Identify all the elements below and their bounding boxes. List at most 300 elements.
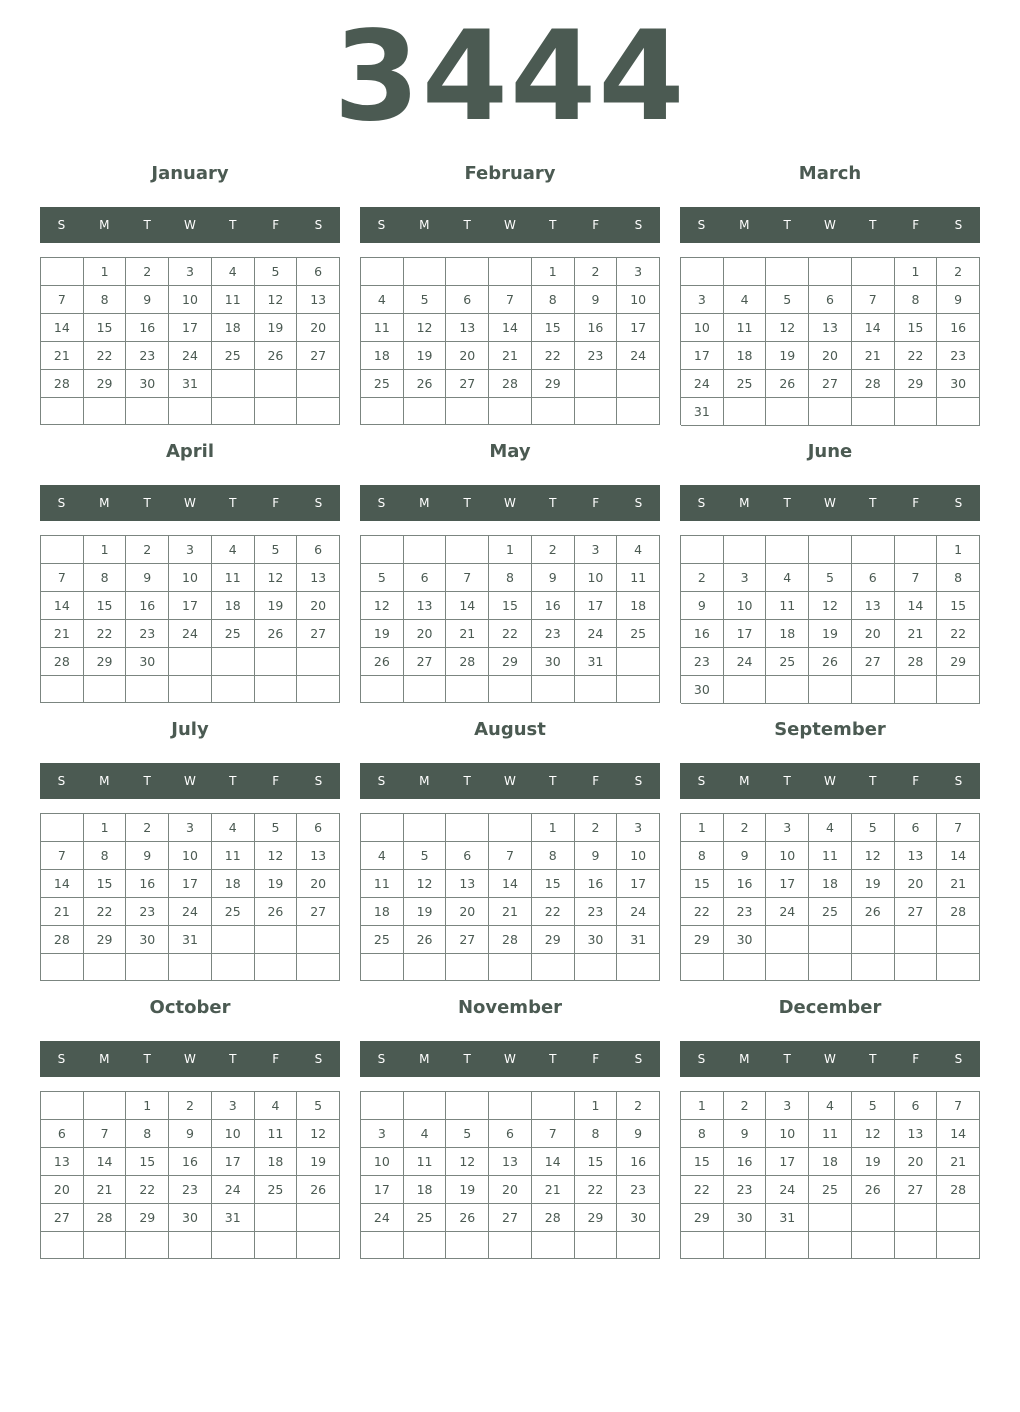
day-cell: 19 xyxy=(404,898,447,926)
day-cell: 17 xyxy=(617,314,660,342)
day-cell: 27 xyxy=(404,648,447,676)
empty-day-cell xyxy=(84,1092,127,1120)
day-cell: 27 xyxy=(41,1204,84,1232)
weekday-label: T xyxy=(463,774,471,788)
day-cell: 23 xyxy=(126,342,169,370)
month-name: October xyxy=(149,997,231,1018)
empty-day-cell xyxy=(212,1232,255,1259)
weekday-label: T xyxy=(869,774,877,788)
weekday-label: T xyxy=(143,774,151,788)
day-cell: 24 xyxy=(617,898,660,926)
day-cell: 6 xyxy=(404,564,447,592)
day-cell: 19 xyxy=(809,620,852,648)
day-grid xyxy=(680,257,980,425)
weekday-label: S xyxy=(57,1052,66,1066)
day-cell: 22 xyxy=(575,1176,618,1204)
weekday-label: F xyxy=(912,496,920,510)
day-cell: 3 xyxy=(617,258,660,286)
day-cell: 21 xyxy=(41,898,84,926)
weekday-label: T xyxy=(549,496,557,510)
day-cell: 19 xyxy=(297,1148,340,1176)
day-cell: 8 xyxy=(895,286,938,314)
weekday-label: S xyxy=(57,218,66,232)
empty-day-cell xyxy=(361,676,404,703)
day-cell: 15 xyxy=(681,1148,724,1176)
day-cell: 28 xyxy=(895,648,938,676)
day-cell: 20 xyxy=(404,620,447,648)
day-cell: 4 xyxy=(361,842,404,870)
empty-day-cell xyxy=(809,926,852,954)
empty-day-cell xyxy=(489,1092,532,1120)
day-cell: 21 xyxy=(937,1148,980,1176)
day-cell: 30 xyxy=(126,370,169,398)
day-cell: 2 xyxy=(575,258,618,286)
day-cell: 19 xyxy=(255,870,298,898)
weekday-label: F xyxy=(272,774,280,788)
empty-day-cell xyxy=(212,926,255,954)
day-cell: 19 xyxy=(852,870,895,898)
weekday-label: S xyxy=(314,218,323,232)
day-cell: 3 xyxy=(724,564,767,592)
day-cell: 20 xyxy=(895,1148,938,1176)
day-cell: 5 xyxy=(852,1092,895,1120)
weekday-label: F xyxy=(272,496,280,510)
empty-day-cell xyxy=(532,1232,575,1259)
empty-day-cell xyxy=(724,954,767,981)
month-name: February xyxy=(464,163,556,184)
empty-day-cell xyxy=(297,370,340,398)
day-cell: 6 xyxy=(446,842,489,870)
day-cell: 2 xyxy=(126,536,169,564)
empty-day-cell xyxy=(681,536,724,564)
day-cell: 2 xyxy=(724,814,767,842)
empty-day-cell xyxy=(361,536,404,564)
day-cell: 27 xyxy=(852,648,895,676)
empty-day-cell xyxy=(895,1204,938,1232)
day-cell: 21 xyxy=(41,342,84,370)
day-cell: 17 xyxy=(724,620,767,648)
day-cell: 17 xyxy=(169,870,212,898)
empty-day-cell xyxy=(766,954,809,981)
day-cell: 1 xyxy=(937,536,980,564)
day-cell: 9 xyxy=(126,842,169,870)
day-cell: 21 xyxy=(489,342,532,370)
day-cell: 1 xyxy=(84,258,127,286)
day-cell: 16 xyxy=(617,1148,660,1176)
day-cell: 18 xyxy=(212,314,255,342)
day-cell: 19 xyxy=(766,342,809,370)
weekday-header xyxy=(40,763,340,799)
day-cell: 24 xyxy=(169,620,212,648)
empty-day-cell xyxy=(575,676,618,703)
weekday-label: S xyxy=(634,774,643,788)
day-cell: 12 xyxy=(404,870,447,898)
day-cell: 13 xyxy=(852,592,895,620)
day-cell: 30 xyxy=(126,926,169,954)
weekday-label: W xyxy=(504,774,516,788)
month-name: November xyxy=(457,997,563,1018)
empty-day-cell xyxy=(895,926,938,954)
weekday-label: S xyxy=(57,774,66,788)
weekday-label: W xyxy=(184,496,196,510)
day-cell: 17 xyxy=(361,1176,404,1204)
day-cell: 22 xyxy=(84,620,127,648)
day-cell: 25 xyxy=(255,1176,298,1204)
day-cell: 7 xyxy=(895,564,938,592)
day-cell: 14 xyxy=(84,1148,127,1176)
day-cell: 11 xyxy=(212,842,255,870)
empty-day-cell xyxy=(297,926,340,954)
empty-day-cell xyxy=(126,1232,169,1259)
empty-day-cell xyxy=(404,258,447,286)
day-cell: 14 xyxy=(489,870,532,898)
day-cell: 30 xyxy=(724,1204,767,1232)
day-cell: 16 xyxy=(532,592,575,620)
day-cell: 19 xyxy=(255,314,298,342)
day-cell: 26 xyxy=(404,370,447,398)
day-cell: 11 xyxy=(361,314,404,342)
month-calendar-april xyxy=(40,428,340,706)
empty-day-cell xyxy=(41,536,84,564)
weekday-label: W xyxy=(824,218,836,232)
day-cell: 18 xyxy=(361,342,404,370)
weekday-header xyxy=(40,207,340,243)
weekday-label: F xyxy=(912,218,920,232)
day-cell: 6 xyxy=(895,814,938,842)
empty-day-cell xyxy=(126,954,169,981)
empty-day-cell xyxy=(361,398,404,425)
day-cell: 26 xyxy=(255,898,298,926)
day-cell: 15 xyxy=(895,314,938,342)
day-cell: 22 xyxy=(681,898,724,926)
day-cell: 2 xyxy=(724,1092,767,1120)
day-cell: 18 xyxy=(724,342,767,370)
day-cell: 17 xyxy=(212,1148,255,1176)
day-cell: 12 xyxy=(766,314,809,342)
day-cell: 15 xyxy=(84,592,127,620)
day-cell: 13 xyxy=(489,1148,532,1176)
day-cell: 12 xyxy=(297,1120,340,1148)
day-cell: 30 xyxy=(575,926,618,954)
day-cell: 13 xyxy=(41,1148,84,1176)
weekday-label: S xyxy=(954,774,963,788)
day-cell: 12 xyxy=(809,592,852,620)
empty-day-cell xyxy=(404,536,447,564)
day-cell: 8 xyxy=(575,1120,618,1148)
weekday-label: W xyxy=(184,218,196,232)
day-cell: 29 xyxy=(126,1204,169,1232)
day-cell: 21 xyxy=(532,1176,575,1204)
empty-day-cell xyxy=(489,258,532,286)
day-cell: 3 xyxy=(169,814,212,842)
months-grid xyxy=(40,150,980,1262)
day-cell: 19 xyxy=(255,592,298,620)
empty-day-cell xyxy=(681,1232,724,1259)
day-cell: 29 xyxy=(489,648,532,676)
empty-day-cell xyxy=(169,676,212,703)
day-cell: 18 xyxy=(617,592,660,620)
day-cell: 20 xyxy=(446,898,489,926)
day-cell: 8 xyxy=(681,842,724,870)
day-cell: 1 xyxy=(575,1092,618,1120)
day-cell: 7 xyxy=(41,842,84,870)
day-cell: 5 xyxy=(404,842,447,870)
day-cell: 11 xyxy=(255,1120,298,1148)
day-cell: 14 xyxy=(895,592,938,620)
day-cell: 8 xyxy=(532,842,575,870)
day-grid xyxy=(680,813,980,981)
empty-day-cell xyxy=(937,954,980,981)
day-cell: 20 xyxy=(852,620,895,648)
empty-day-cell xyxy=(255,676,298,703)
month-calendar-october xyxy=(40,984,340,1262)
day-cell: 23 xyxy=(937,342,980,370)
empty-day-cell xyxy=(766,536,809,564)
day-cell: 20 xyxy=(895,870,938,898)
weekday-label: M xyxy=(419,774,430,788)
empty-day-cell xyxy=(446,814,489,842)
day-cell: 8 xyxy=(126,1120,169,1148)
day-cell: 12 xyxy=(255,286,298,314)
day-cell: 4 xyxy=(212,536,255,564)
empty-day-cell xyxy=(297,954,340,981)
day-cell: 12 xyxy=(361,592,404,620)
weekday-label: F xyxy=(272,1052,280,1066)
weekday-label: S xyxy=(314,496,323,510)
day-cell: 7 xyxy=(84,1120,127,1148)
day-cell: 22 xyxy=(895,342,938,370)
day-cell: 29 xyxy=(84,648,127,676)
empty-day-cell xyxy=(404,814,447,842)
day-cell: 1 xyxy=(84,536,127,564)
empty-day-cell xyxy=(361,814,404,842)
empty-day-cell xyxy=(361,1232,404,1259)
day-cell: 31 xyxy=(212,1204,255,1232)
day-cell: 11 xyxy=(724,314,767,342)
day-cell: 26 xyxy=(446,1204,489,1232)
day-cell: 31 xyxy=(575,648,618,676)
weekday-label: F xyxy=(592,218,600,232)
day-cell: 10 xyxy=(617,286,660,314)
weekday-label: W xyxy=(504,1052,516,1066)
empty-day-cell xyxy=(489,954,532,981)
weekday-label: T xyxy=(229,218,237,232)
empty-day-cell xyxy=(724,676,767,704)
day-cell: 16 xyxy=(169,1148,212,1176)
day-cell: 10 xyxy=(169,286,212,314)
weekday-label: S xyxy=(697,496,706,510)
empty-day-cell xyxy=(617,370,660,398)
day-cell: 3 xyxy=(681,286,724,314)
empty-day-cell xyxy=(404,1092,447,1120)
empty-day-cell xyxy=(404,1232,447,1259)
weekday-label: W xyxy=(184,774,196,788)
day-cell: 31 xyxy=(617,926,660,954)
day-cell: 23 xyxy=(532,620,575,648)
empty-day-cell xyxy=(809,536,852,564)
month-name: April xyxy=(165,441,215,462)
day-cell: 10 xyxy=(766,1120,809,1148)
day-cell: 25 xyxy=(361,926,404,954)
day-cell: 6 xyxy=(297,258,340,286)
weekday-label: W xyxy=(184,1052,196,1066)
day-cell: 18 xyxy=(255,1148,298,1176)
empty-day-cell xyxy=(361,1092,404,1120)
empty-day-cell xyxy=(575,398,618,425)
day-cell: 1 xyxy=(84,814,127,842)
day-cell: 16 xyxy=(724,870,767,898)
day-cell: 2 xyxy=(937,258,980,286)
weekday-header xyxy=(40,485,340,521)
day-cell: 17 xyxy=(681,342,724,370)
empty-day-cell xyxy=(895,676,938,704)
day-cell: 21 xyxy=(895,620,938,648)
weekday-label: S xyxy=(954,218,963,232)
empty-day-cell xyxy=(446,1232,489,1259)
month-calendar-february xyxy=(360,150,660,428)
day-cell: 30 xyxy=(169,1204,212,1232)
empty-day-cell xyxy=(41,398,84,425)
day-cell: 23 xyxy=(126,898,169,926)
month-name: December xyxy=(778,997,882,1018)
empty-day-cell xyxy=(532,1092,575,1120)
day-cell: 27 xyxy=(489,1204,532,1232)
month-name: March xyxy=(798,163,862,184)
weekday-label: T xyxy=(869,218,877,232)
weekday-label: S xyxy=(697,774,706,788)
month-calendar-january xyxy=(40,150,340,428)
empty-day-cell xyxy=(41,1232,84,1259)
day-cell: 30 xyxy=(937,370,980,398)
day-cell: 11 xyxy=(809,1120,852,1148)
day-cell: 9 xyxy=(724,842,767,870)
day-cell: 10 xyxy=(766,842,809,870)
day-cell: 5 xyxy=(404,286,447,314)
month-name: July xyxy=(171,719,209,740)
weekday-label: W xyxy=(824,1052,836,1066)
empty-day-cell xyxy=(169,954,212,981)
day-cell: 15 xyxy=(84,314,127,342)
weekday-label: T xyxy=(783,774,791,788)
empty-day-cell xyxy=(766,1232,809,1259)
month-name: June xyxy=(807,441,853,462)
day-cell: 27 xyxy=(297,898,340,926)
day-cell: 2 xyxy=(617,1092,660,1120)
day-cell: 10 xyxy=(681,314,724,342)
month-calendar-may xyxy=(360,428,660,706)
empty-day-cell xyxy=(255,370,298,398)
day-cell: 20 xyxy=(297,592,340,620)
empty-day-cell xyxy=(937,926,980,954)
weekday-label: M xyxy=(99,496,110,510)
empty-day-cell xyxy=(84,676,127,703)
day-cell: 14 xyxy=(937,842,980,870)
day-cell: 1 xyxy=(681,1092,724,1120)
day-cell: 31 xyxy=(766,1204,809,1232)
day-cell: 28 xyxy=(489,370,532,398)
weekday-label: T xyxy=(229,1052,237,1066)
day-cell: 29 xyxy=(895,370,938,398)
day-cell: 14 xyxy=(532,1148,575,1176)
day-cell: 13 xyxy=(809,314,852,342)
weekday-header xyxy=(680,207,980,243)
day-cell: 14 xyxy=(41,314,84,342)
day-cell: 10 xyxy=(724,592,767,620)
empty-day-cell xyxy=(297,398,340,425)
empty-day-cell xyxy=(809,258,852,286)
weekday-label: S xyxy=(634,218,643,232)
empty-day-cell xyxy=(809,676,852,704)
day-cell: 26 xyxy=(852,898,895,926)
day-cell: 29 xyxy=(575,1204,618,1232)
day-cell: 2 xyxy=(169,1092,212,1120)
weekday-label: W xyxy=(824,774,836,788)
day-cell: 4 xyxy=(617,536,660,564)
day-cell: 1 xyxy=(532,258,575,286)
day-cell: 30 xyxy=(126,648,169,676)
day-cell: 2 xyxy=(126,814,169,842)
day-cell: 28 xyxy=(489,926,532,954)
day-cell: 25 xyxy=(809,898,852,926)
day-cell: 14 xyxy=(446,592,489,620)
day-cell: 8 xyxy=(532,286,575,314)
day-cell: 6 xyxy=(809,286,852,314)
month-calendar-december xyxy=(680,984,980,1262)
empty-day-cell xyxy=(681,954,724,981)
day-cell: 5 xyxy=(297,1092,340,1120)
day-cell: 7 xyxy=(41,564,84,592)
empty-day-cell xyxy=(575,1232,618,1259)
day-cell: 31 xyxy=(169,370,212,398)
day-cell: 6 xyxy=(852,564,895,592)
day-cell: 13 xyxy=(297,842,340,870)
day-cell: 20 xyxy=(489,1176,532,1204)
empty-day-cell xyxy=(724,1232,767,1259)
day-cell: 11 xyxy=(212,564,255,592)
weekday-label: T xyxy=(463,1052,471,1066)
day-grid xyxy=(40,1091,340,1259)
weekday-label: T xyxy=(463,218,471,232)
day-cell: 27 xyxy=(297,342,340,370)
empty-day-cell xyxy=(617,648,660,676)
empty-day-cell xyxy=(724,536,767,564)
day-cell: 28 xyxy=(41,370,84,398)
day-cell: 4 xyxy=(766,564,809,592)
day-cell: 2 xyxy=(681,564,724,592)
empty-day-cell xyxy=(852,954,895,981)
weekday-label: F xyxy=(912,1052,920,1066)
empty-day-cell xyxy=(575,370,618,398)
day-cell: 19 xyxy=(852,1148,895,1176)
day-cell: 8 xyxy=(681,1120,724,1148)
day-cell: 28 xyxy=(532,1204,575,1232)
day-cell: 28 xyxy=(41,648,84,676)
day-cell: 19 xyxy=(361,620,404,648)
weekday-label: S xyxy=(954,1052,963,1066)
day-cell: 27 xyxy=(297,620,340,648)
day-cell: 27 xyxy=(895,1176,938,1204)
day-cell: 24 xyxy=(169,898,212,926)
day-cell: 17 xyxy=(169,314,212,342)
day-cell: 5 xyxy=(446,1120,489,1148)
day-cell: 22 xyxy=(489,620,532,648)
empty-day-cell xyxy=(617,954,660,981)
empty-day-cell xyxy=(766,258,809,286)
day-cell: 29 xyxy=(937,648,980,676)
day-cell: 13 xyxy=(297,564,340,592)
empty-day-cell xyxy=(84,398,127,425)
empty-day-cell xyxy=(852,536,895,564)
